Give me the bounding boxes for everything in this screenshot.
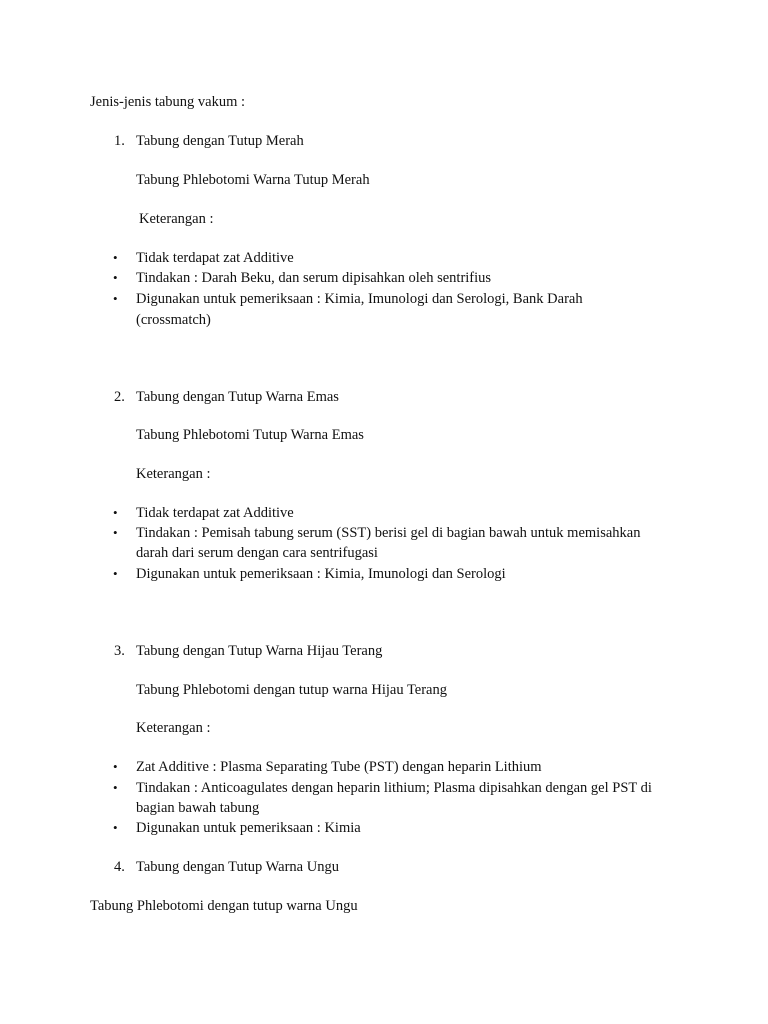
section-number: 2. bbox=[114, 389, 125, 405]
bullet-text: Digunakan untuk pemeriksaan : Kimia, Imunologi dan Serologi, Bank Darah bbox=[136, 291, 583, 307]
section-number: 1. bbox=[114, 133, 125, 149]
bullet-text: Tidak terdapat zat Additive bbox=[136, 250, 294, 266]
bullet-glyph: • bbox=[113, 780, 118, 795]
bullet-glyph: • bbox=[113, 566, 118, 581]
bullet-text: Digunakan untuk pemeriksaan : Kimia, Imunologi dan Serologi bbox=[136, 566, 506, 582]
section-heading: Tabung dengan Tutup Warna Hijau Terang bbox=[136, 643, 383, 659]
section-subtitle: Tabung Phlebotomi Warna Tutup Merah bbox=[136, 172, 370, 188]
section-heading: Tabung dengan Tutup Merah bbox=[136, 133, 304, 149]
intro-text: Jenis-jenis tabung vakum : bbox=[90, 94, 246, 110]
section-heading: Tabung dengan Tutup Warna Emas bbox=[136, 389, 339, 405]
bullet-text: Tindakan : Pemisah tabung serum (SST) berisi gel di bagian bawah untuk memisahkan bbox=[136, 525, 641, 541]
section-subtitle: Tabung Phlebotomi Tutup Warna Emas bbox=[136, 427, 364, 443]
note-label: Keterangan : bbox=[136, 466, 211, 482]
bullet-text-continued: bagian bawah tabung bbox=[136, 800, 260, 816]
bullet-glyph: • bbox=[113, 270, 118, 285]
bullet-text-continued: darah dari serum dengan cara sentrifugasi bbox=[136, 545, 378, 561]
bullet-glyph: • bbox=[113, 820, 118, 835]
bullet-text: Tindakan : Darah Beku, dan serum dipisahkan oleh sentrifius bbox=[136, 270, 492, 286]
bullet-text: Zat Additive : Plasma Separating Tube (PST) dengan heparin Lithium bbox=[136, 759, 542, 775]
section-subtitle: Tabung Phlebotomi dengan tutup warna Ungu bbox=[90, 898, 358, 914]
bullet-text: Digunakan untuk pemeriksaan : Kimia bbox=[136, 820, 361, 836]
section-number: 3. bbox=[114, 643, 125, 659]
section-number: 4. bbox=[114, 859, 125, 875]
section-subtitle: Tabung Phlebotomi dengan tutup warna Hijau Terang bbox=[136, 682, 447, 698]
bullet-glyph: • bbox=[113, 525, 118, 540]
bullet-text: Tidak terdapat zat Additive bbox=[136, 505, 294, 521]
bullet-text-continued: (crossmatch) bbox=[136, 312, 211, 328]
bullet-text: Tindakan : Anticoagulates dengan heparin lithium; Plasma dipisahkan dengan gel PST di bbox=[136, 780, 652, 796]
note-label: Keterangan : bbox=[139, 211, 214, 227]
section-heading: Tabung dengan Tutup Warna Ungu bbox=[136, 859, 339, 875]
note-label: Keterangan : bbox=[136, 720, 211, 736]
bullet-glyph: • bbox=[113, 505, 118, 520]
bullet-glyph: • bbox=[113, 291, 118, 306]
bullet-glyph: • bbox=[113, 759, 118, 774]
bullet-glyph: • bbox=[113, 250, 118, 265]
